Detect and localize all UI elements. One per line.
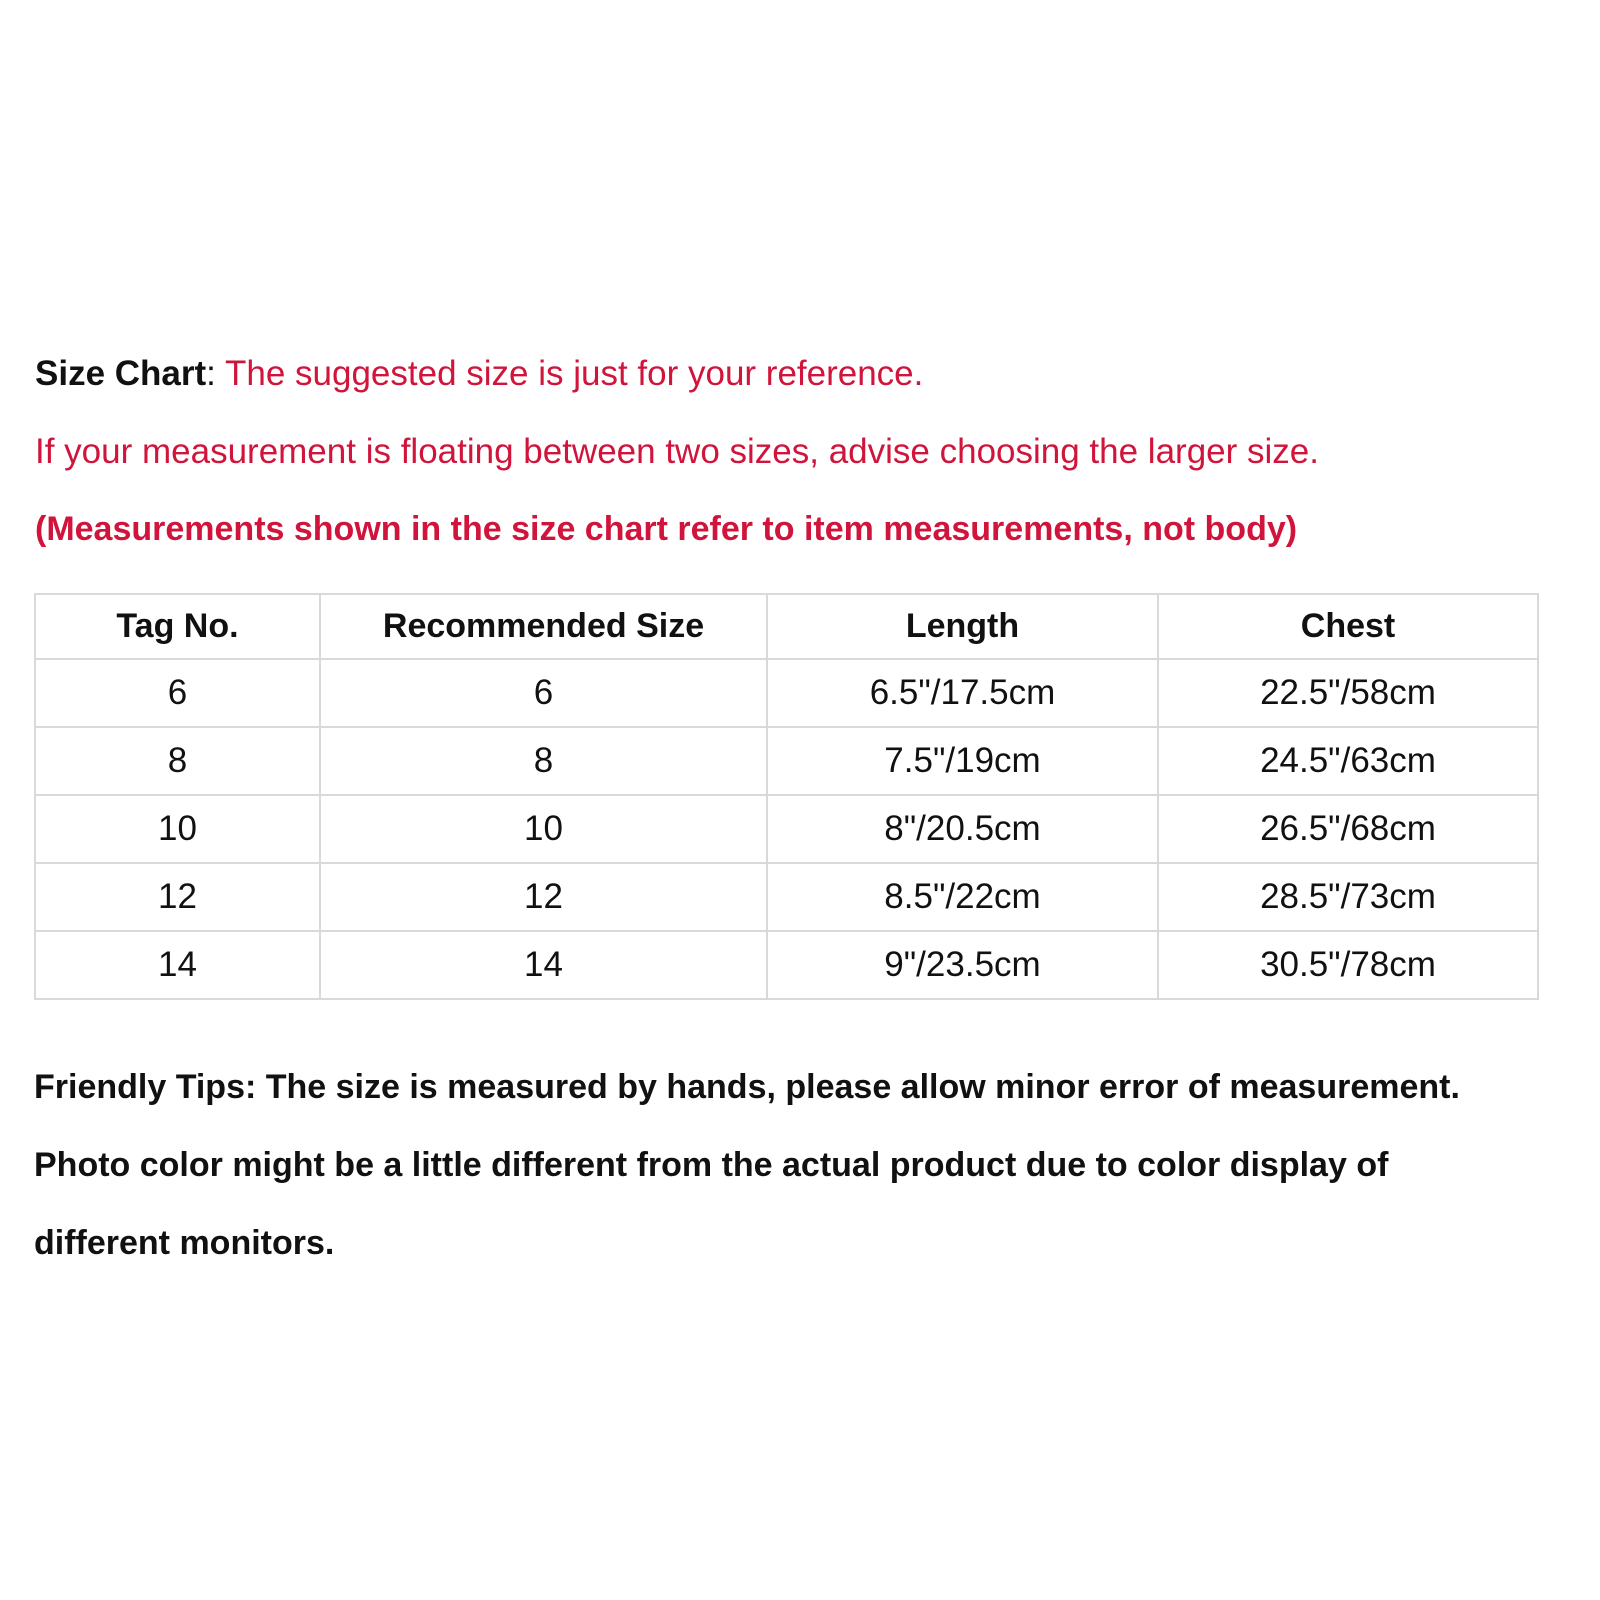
cell-recommended-size: 12 [320,863,767,931]
cell-length: 7.5"/19cm [767,727,1158,795]
table-row [35,795,1538,863]
measurement-note: (Measurements shown in the size chart refer to item measurements, not body) [35,510,1298,548]
cell-tag-no: 6 [35,659,320,727]
table-row [35,931,1538,999]
floating-size-note: If your measurement is floating between two sizes, advise choosing the larger size. [35,432,1319,471]
cell-tag-no: 8 [35,727,320,795]
size-chart-label: Size Chart [35,354,207,393]
cell-chest: 30.5"/78cm [1158,931,1538,999]
friendly-tips-line-2: Photo color might be a little different from the actual product due to color display of [34,1146,1389,1184]
header-recommended-size: Recommended Size [320,594,767,659]
cell-recommended-size: 8 [320,727,767,795]
cell-recommended-size: 10 [320,795,767,863]
table-row [35,659,1538,727]
cell-length: 8"/20.5cm [767,795,1158,863]
cell-recommended-size: 14 [320,931,767,999]
header-length: Length [767,594,1158,659]
cell-recommended-size: 6 [320,659,767,727]
table-row [35,727,1538,795]
cell-chest: 22.5"/58cm [1158,659,1538,727]
cell-chest: 26.5"/68cm [1158,795,1538,863]
table-header-row [35,594,1538,659]
cell-tag-no: 10 [35,795,320,863]
size-table [34,593,1539,1000]
cell-length: 9"/23.5cm [767,931,1158,999]
size-chart-colon: : [206,354,216,393]
cell-chest: 24.5"/63cm [1158,727,1538,795]
cell-tag-no: 14 [35,931,320,999]
cell-length: 8.5"/22cm [767,863,1158,931]
header-chest: Chest [1158,594,1538,659]
cell-tag-no: 12 [35,863,320,931]
table-row [35,863,1538,931]
cell-chest: 28.5"/73cm [1158,863,1538,931]
header-tag-no: Tag No. [35,594,320,659]
size-chart-intro [35,354,923,394]
friendly-tips-line-3: different monitors. [34,1224,335,1262]
friendly-tips-line-1: Friendly Tips: The size is measured by hands, please allow minor error of measurement. [34,1068,1460,1106]
reference-note: The suggested size is just for your reference. [215,354,924,393]
cell-length: 6.5"/17.5cm [767,659,1158,727]
